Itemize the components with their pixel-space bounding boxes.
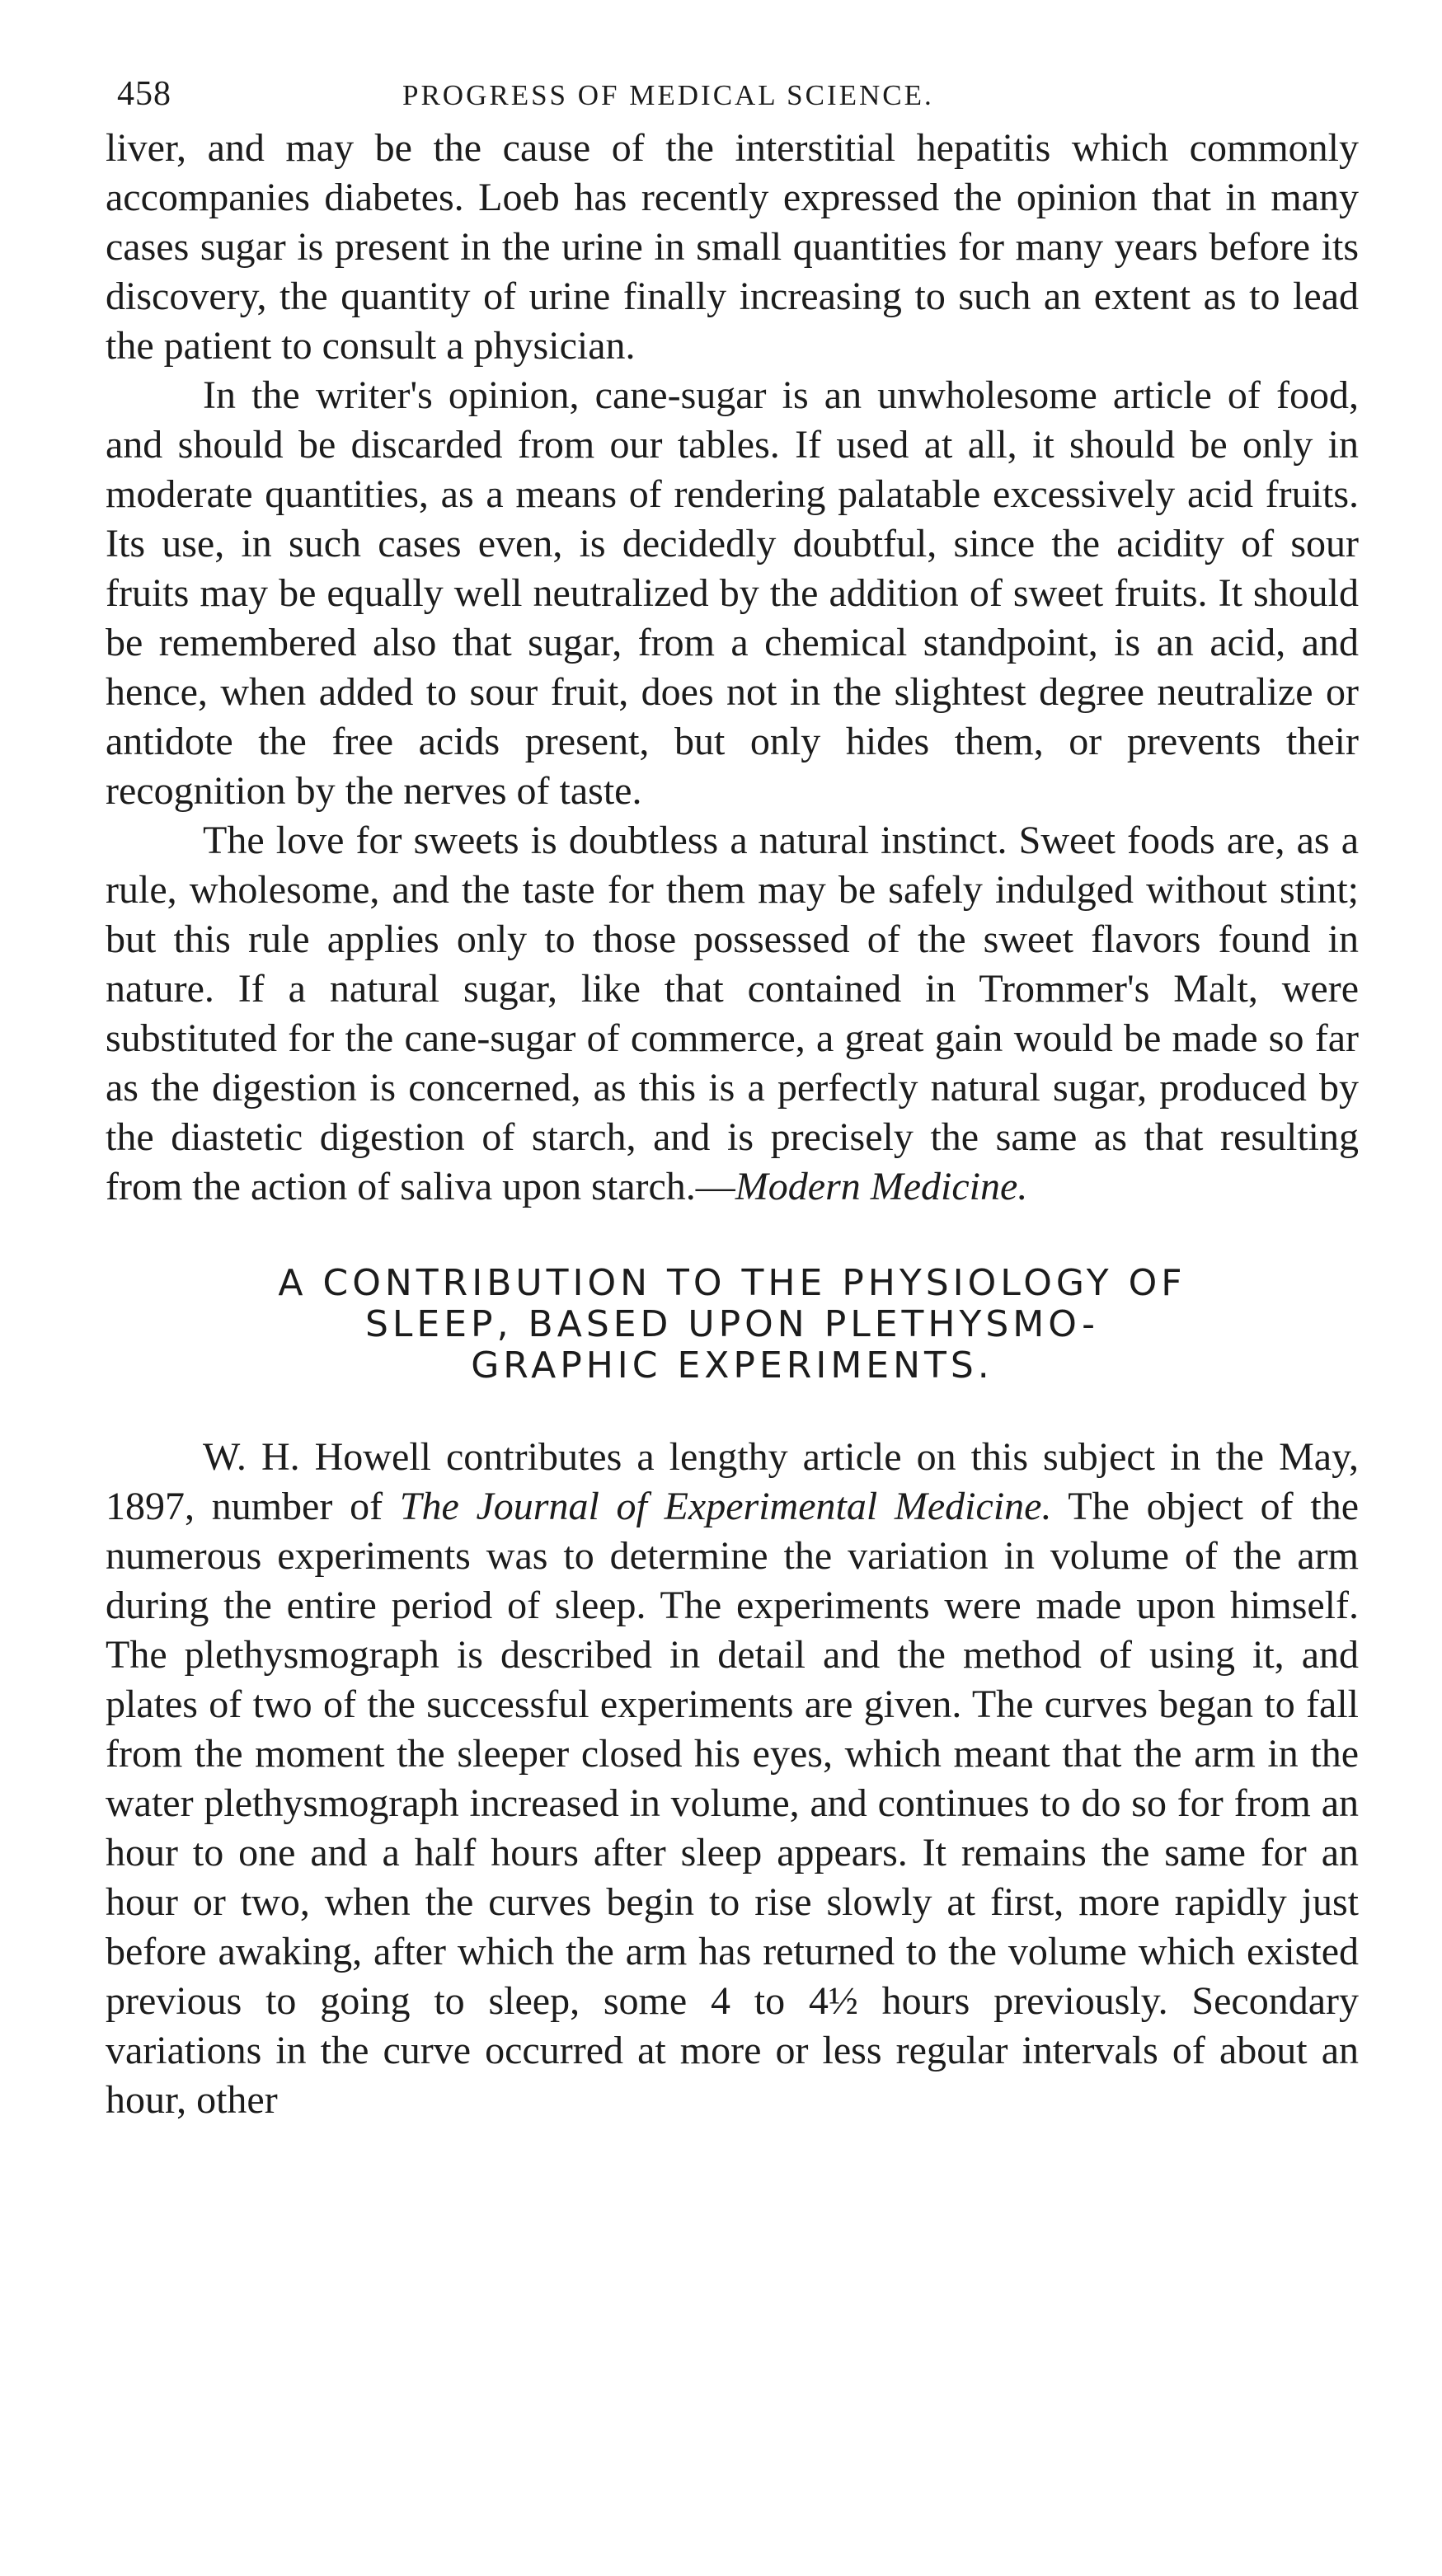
paragraph-continued: liver, and may be the cause of the interstitial hepatitis which commonly accompanies diabetes. Loeb has recently expressed the opinion that in many cases sugar is present in the urine in small quantities for many years before its discovery, the quantity of urine finally increasing to such an extent as to lead the patient to consult a physician. bbox=[106, 126, 1359, 368]
running-title: PROGRESS OF MEDICAL SCIENCE. bbox=[402, 79, 934, 111]
page-number: 458 bbox=[117, 75, 171, 113]
book-page bbox=[106, 66, 1359, 2125]
section-heading bbox=[106, 1263, 1359, 1387]
citation-source: Modern Medicine. bbox=[735, 1165, 1028, 1208]
running-head bbox=[106, 66, 1359, 124]
paragraph-text: W. H. Howell contributes a lengthy article on this subject in the May, 1897, number of bbox=[106, 1435, 1359, 1528]
paragraph-howell-article bbox=[106, 1433, 1359, 2125]
paragraph-text: The love for sweets is doubtless a natural instinct. Sweet foods are, as a rule, wholesome, and the taste for them may be safely indulged without stint; but this rule applies only to those possessed of the sweet flavors found in nature. If a natural sugar, like that contained in Trommer's Malt, were substituted for the cane-sugar of commerce, a great gain would be made so far as the digestion is concerned, as this is a perfectly natural sugar, produced by the diastetic digestion of starch, and is precisely the same as that resulting from the action of saliva upon starch.— bbox=[106, 819, 1359, 1208]
section-heading-line: SLEEP, BASED UPON PLETHYSMO- bbox=[364, 1303, 1100, 1345]
paragraph-cane-sugar: In the writer's opinion, cane-sugar is an unwholesome article of food, and should be discarded from our tables. If used at all, it should be only in moderate quantities, as a means of rendering palatable excessively acid fruits. Its use, in such cases even, is decidedly doubtful, since the acidity of sour fruits may be equally well neutralized by the addition of sweet fruits. It should be remembered also that sugar, from a chemical standpoint, is an acid, and hence, when added to sour fruit, does not in the slightest degree neutralize or antidote the free acids present, but only hides them, or prevents their recognition by the nerves of taste. bbox=[106, 373, 1359, 813]
section-heading-line: GRAPHIC EXPERIMENTS. bbox=[471, 1344, 993, 1387]
paragraph-love-for-sweets bbox=[106, 816, 1359, 1212]
paragraph-text: The object of the numerous experiments was to determine the variation in volume of the arm during the entire period of sleep. The experiments were made upon himself. The plethysmograph is described in detail and the method of using it, and plates of two of the successful experiments are given. The curves began to fall from the moment the sleeper closed his eyes, which meant that the arm in the water plethysmograph increased in volume, and continues to do so for from an hour to one and a half hours after sleep appears. It remains the same for an hour or two, when the curves begin to rise slowly at first, more rapidly just before awaking, after which the arm has returned to the volume which existed previous to going to sleep, some 4 to 4½ hours previously. Secondary variations in the curve occurred at more or less regular intervals of about an hour, other bbox=[106, 1485, 1359, 2122]
journal-title: The Journal of Experimental Medicine. bbox=[399, 1485, 1052, 1528]
section-heading-line: A CONTRIBUTION TO THE PHYSIOLOGY OF bbox=[278, 1262, 1186, 1304]
